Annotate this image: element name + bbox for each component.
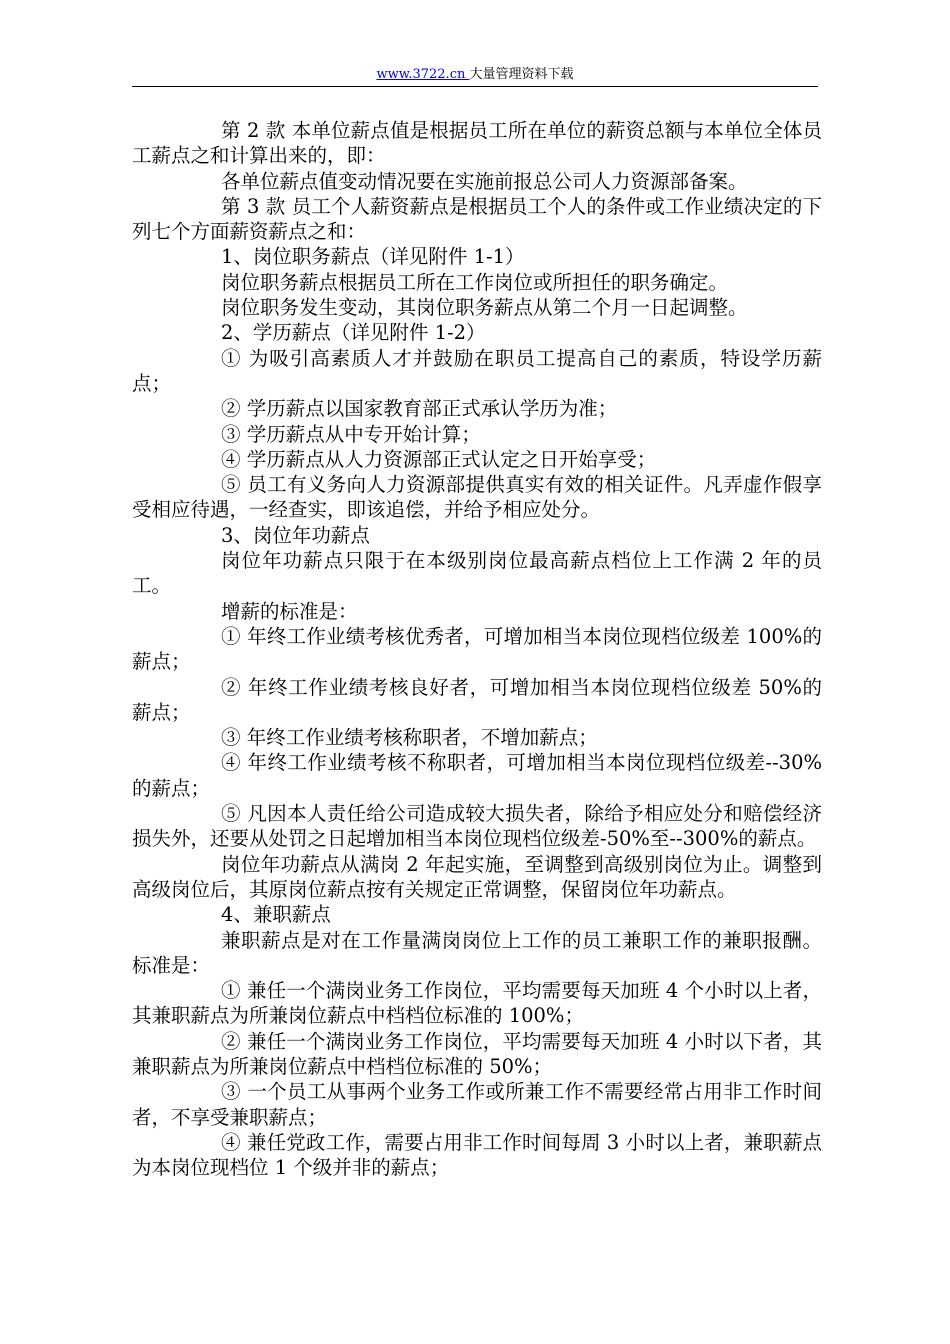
header-tagline: 大量管理资料下载	[469, 67, 574, 82]
list-item: ③ 学历薪点从中专开始计算；	[221, 422, 481, 446]
page-header	[132, 66, 818, 84]
paragraph: 岗位年功薪点从满岗 2 年起实施，至调整到高级别岗位为止。调整到高级岗位后，其原岗位薪点按有关规定正常调整，保留岗位年功薪点。	[132, 852, 822, 901]
section-heading: 3、岗位年功薪点	[221, 523, 370, 547]
list-item: ② 年终工作业绩考核良好者，可增加相当本岗位现档位级差 50%的薪点；	[132, 675, 822, 724]
list-item: ③ 一个员工从事两个业务工作或所兼工作不需要经常占用非工作时间者，不享受兼职薪点；	[132, 1080, 822, 1129]
paragraph: 增薪的标准是：	[221, 599, 358, 623]
paragraph: 岗位职务发生变动，其岗位职务薪点从第二个月一日起调整。	[221, 296, 748, 320]
section-heading: 4、兼职薪点	[221, 903, 331, 927]
list-item: ② 兼任一个满岗业务工作岗位，平均需要每天加班 4 小时以下者，其兼职薪点为所兼岗位薪点中档档位标准的 50%；	[132, 1029, 822, 1078]
list-item: ③ 年终工作业绩考核称职者，不增加薪点；	[221, 726, 598, 750]
list-item: ② 学历薪点以国家教育部正式承认学历为准；	[221, 397, 618, 421]
paragraph: 岗位职务薪点根据员工所在工作岗位或所担任的职务确定。	[221, 270, 729, 294]
paragraph: 各单位薪点值变动情况要在实施前报总公司人力资源部备案。	[221, 169, 748, 193]
paragraph: 兼职薪点是对在工作量满岗岗位上工作的员工兼职工作的兼职报酬。标准是：	[132, 928, 822, 977]
list-item: ① 为吸引高素质人才并鼓励在职员工提高自己的素质，特设学历薪点；	[132, 346, 822, 395]
list-item: ⑤ 凡因本人责任给公司造成较大损失者，除给予相应处分和赔偿经济损失外，还要从处罚之日起增加相当本岗位现档位级差-50%至--300%的薪点。	[132, 802, 822, 851]
document-body	[132, 118, 822, 1180]
section-heading: 1、岗位职务薪点（详见附件 1-1）	[221, 245, 525, 269]
section-heading: 2、学历薪点（详见附件 1-2）	[221, 321, 486, 345]
list-item: ① 年终工作业绩考核优秀者，可增加相当本岗位现档位级差 100%的薪点；	[132, 624, 822, 674]
list-item: ⑤ 员工有义务向人力资源部提供真实有效的相关证件。凡弄虚作假享受相应待遇，一经查实，即该追偿，并给予相应处分。	[132, 473, 822, 522]
website-link[interactable]: www.3722.cn	[376, 67, 470, 82]
list-item: ① 兼任一个满岗业务工作岗位，平均需要每天加班 4 个小时以上者，其兼职薪点为所兼岗位薪点中档档位标准的 100%；	[132, 979, 822, 1028]
list-item: ④ 年终工作业绩考核不称职者，可增加相当本岗位现档位级差--30%的薪点；	[132, 751, 822, 800]
paragraph: 第 3 款 员工个人薪资薪点是根据员工个人的条件或工作业绩决定的下列七个方面薪资薪点之和：	[132, 194, 822, 244]
list-item: ④ 学历薪点从人力资源部正式认定之日开始享受；	[221, 447, 657, 471]
paragraph: 岗位年功薪点只限于在本级别岗位最高薪点档位上工作满 2 年的员工。	[132, 549, 822, 598]
paragraph: 第 2 款 本单位薪点值是根据员工所在单位的薪资总额与本单位全体员工薪点之和计算出来的，即：	[132, 119, 822, 168]
list-item: ④ 兼任党政工作，需要占用非工作时间每周 3 小时以上者，兼职薪点为本岗位现档位 1 个级并非的薪点；	[132, 1130, 822, 1180]
header-divider	[132, 86, 818, 87]
